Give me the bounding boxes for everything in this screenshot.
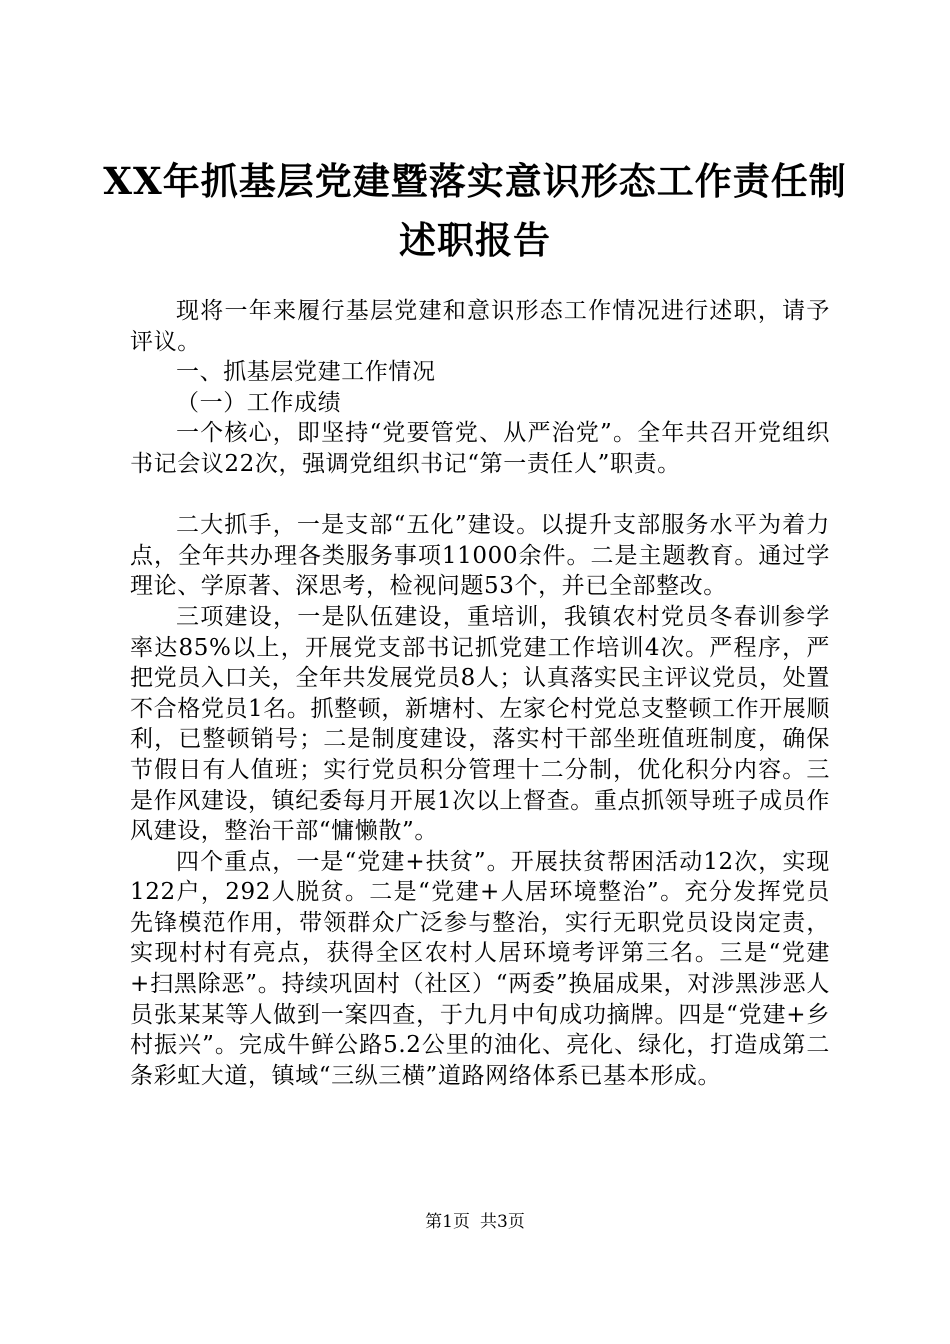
- paragraph-spacer: [130, 480, 830, 511]
- paragraph-two-focus: 二大抓手，一是支部“五化”建设。以提升支部服务水平为着力点，全年共办理各类服务事项11000余件。二是主题教育。通过学理论、学原著、深思考，检视问题53个，并已全部整改。: [130, 512, 830, 600]
- page-total: 共3页: [480, 1212, 525, 1232]
- paragraph-four-priorities: 四个重点，一是“党建+扶贫”。开展扶贫帮困活动12次，实现122户，292人脱贫。二是“党建+人居环境整治”。充分发挥党员先锋模范作用，带领群众广泛参与整治，实行无职党员设岗定责，实现村村有亮点，获得全区农村人居环境考评第三名。三是“党建+扫黑除恶”。持续巩固村（社区）“两委”换届成果，对涉黑涉恶人员张某某等人做到一案四查，于九月中旬成功摘牌。四是“党建+乡村振兴”。完成牛鲜公路5.2公里的油化、亮化、绿化，打造成第二条彩虹大道，镇域“三纵三横”道路网络体系已基本形成。: [130, 848, 830, 1089]
- subsection-heading: （一）工作成绩: [176, 389, 342, 416]
- document-title-line-2: 述职报告: [399, 218, 551, 262]
- document-title-line-1: XX年抓基层党建暨落实意识形态工作责任制: [103, 159, 847, 203]
- document-body: [130, 296, 830, 1091]
- intro-paragraph: 现将一年来履行基层党建和意识形态工作情况进行述职，请予评议。: [130, 298, 830, 355]
- section-heading: 一、抓基层党建工作情况: [176, 359, 436, 386]
- paragraph-one-core: 一个核心，即坚持“党要管党、从严治党”。全年共召开党组织书记会议22次，强调党组织书记“第一责任人”职责。: [130, 420, 830, 477]
- page-number: 第1页: [425, 1212, 470, 1232]
- paragraph-three-builds: 三项建设，一是队伍建设，重培训，我镇农村党员冬春训参学率达85%以上，开展党支部书记抓党建工作培训4次。严程序，严把党员入口关，全年共发展党员8人；认真落实民主评议党员，处置不合格党员1名。抓整顿，新塘村、左家仑村党总支整顿工作开展顺利，已整顿销号；二是制度建设，落实村干部坐班值班制度，确保节假日有人值班；实行党员积分管理十二分制，优化积分内容。三是作风建设，镇纪委每月开展1次以上督查。重点抓领导班子成员作风建设，整治干部“慵懒散”。: [130, 603, 830, 845]
- page-footer: [0, 1214, 950, 1231]
